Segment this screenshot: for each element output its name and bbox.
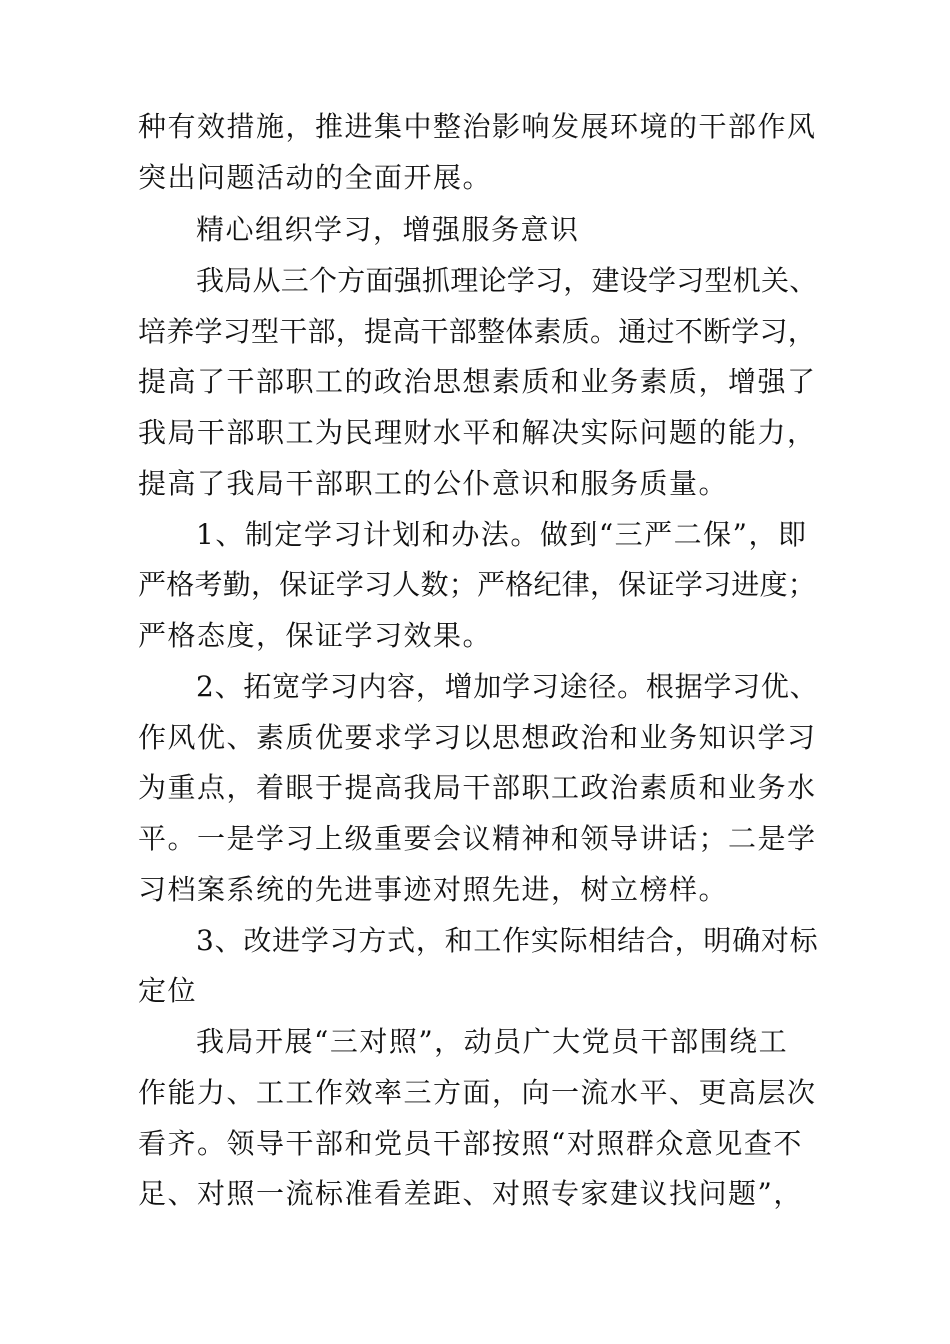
text-line: 1、制定学习计划和办法。做到“三严二保”，即 [196, 518, 808, 551]
text-line: 提高了我局干部职工的公仆意识和服务质量。 [138, 467, 729, 500]
text-line: 平。一是学习上级重要会议精神和领导讲话；二是学 [138, 822, 817, 855]
text-line: 我局干部职工为民理财水平和解决实际问题的能力， [138, 416, 817, 449]
text-line: 提高了干部职工的政治思想素质和业务素质，增强了 [138, 365, 817, 398]
text-line: 为重点，着眼于提高我局干部职工政治素质和业务水 [138, 771, 817, 804]
text-line: 足、对照一流标准看差距、对照专家建议找问题”， [138, 1177, 803, 1210]
text-line: 严格态度，保证学习效果。 [138, 619, 493, 652]
text-line: 培养学习型干部，提高干部整体素质。通过不断学习， [138, 315, 817, 348]
text-line: 定位 [138, 974, 198, 1007]
text-line: 突出问题活动的全面开展。 [138, 161, 493, 194]
text-line: 2、拓宽学习内容，增加学习途径。根据学习优、 [196, 670, 819, 703]
section-heading: 精心组织学习，增强服务意识 [196, 213, 580, 246]
text-line: 3、改进学习方式，和工作实际相结合，明确对标 [196, 924, 819, 957]
text-line: 我局开展“三对照”，动员广大党员干部围绕工 [196, 1025, 789, 1058]
text-line: 习档案系统的先进事迹对照先进，树立榜样。 [138, 873, 729, 906]
text-line: 看齐。领导干部和党员干部按照“对照群众意见查不 [138, 1127, 803, 1160]
text-line: 我局从三个方面强抓理论学习，建设学习型机关、 [196, 264, 818, 297]
text-line: 作能力、工工作效率三方面，向一流水平、更高层次 [138, 1076, 817, 1109]
text-line: 种有效措施，推进集中整治影响发展环境的干部作风 [138, 110, 817, 143]
text-line: 严格考勤，保证学习人数；严格纪律，保证学习进度； [138, 568, 817, 601]
text-line: 作风优、素质优要求学习以思想政治和业务知识学习 [138, 721, 817, 754]
